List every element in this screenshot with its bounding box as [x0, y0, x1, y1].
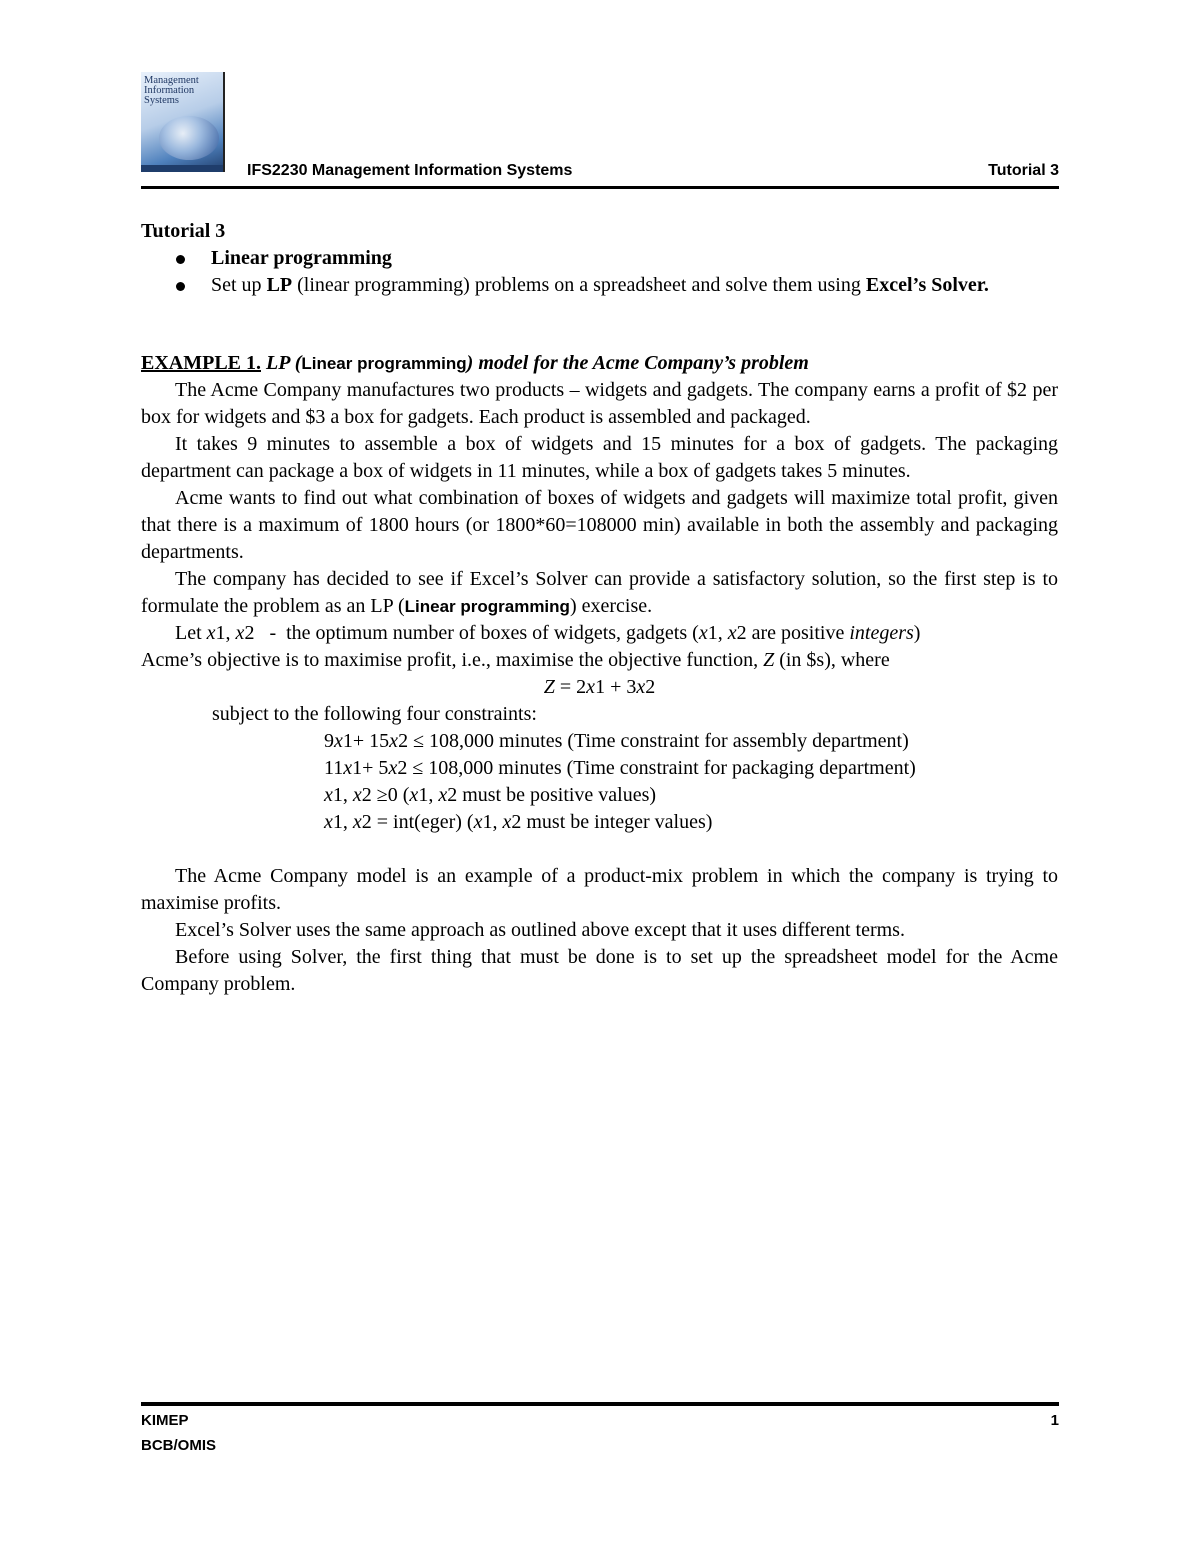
text-run: x	[334, 730, 343, 752]
text-run: 2 ≤ 108,000 minutes (Time constraint for packaging department)	[397, 757, 916, 779]
objective-formula	[141, 674, 1058, 701]
text-run: ) model for the Acme Company’s problem	[466, 352, 809, 374]
header-rule	[141, 186, 1059, 189]
paragraph-4	[141, 566, 1058, 620]
text-run: 2 ≥0 (	[361, 784, 410, 806]
text-run: Linear programming	[301, 354, 467, 373]
text-run: Acme’s objective is to maximise profit, i.e., maximise the objective function,	[141, 649, 764, 671]
text-run: Z	[763, 649, 775, 671]
text-run: 2 - the optimum number of boxes of widgets, gadgets (	[244, 622, 699, 644]
constraint-3	[141, 782, 1058, 809]
footer-rule	[141, 1402, 1059, 1406]
text-run: x	[324, 784, 333, 806]
list-item	[141, 272, 1058, 299]
logo-band	[141, 165, 223, 172]
text-run: Set up	[211, 273, 267, 296]
footer-department: BCB/OMIS	[141, 1437, 216, 1454]
text-run: 1+ 15	[342, 730, 390, 752]
text-run: x	[235, 622, 245, 644]
text-run: 2 = int(eger) (	[361, 811, 474, 833]
paragraph-3: Acme wants to find out what combination of boxes of widgets and gadgets will maximize total profit, given that there is a maximum of 1800 hours (or 1800*60=108000 min) available in both the assembly and packaging departments.	[141, 487, 1058, 563]
text-run: x	[586, 676, 596, 698]
paragraph-2: It takes 9 minutes to assemble a box of widgets and 15 minutes for a box of gadgets. The packaging department can package a box of widgets in 11 minutes, while a box of gadgets takes 5 minutes.	[141, 433, 1058, 482]
text-run: x	[352, 811, 362, 833]
text-run: x	[636, 676, 646, 698]
text-run: Let	[175, 622, 207, 644]
text-run: 1,	[707, 622, 728, 644]
paragraph-7: The Acme Company model is an example of a product-mix problem in which the company is trying to maximise profits.	[141, 865, 1058, 914]
text-run: 11	[324, 757, 344, 779]
text-run: x	[389, 730, 399, 752]
text-run: 9	[324, 730, 334, 752]
text-run: integers	[849, 622, 914, 644]
text-run: 1,	[332, 811, 353, 833]
text-run: x	[324, 811, 333, 833]
paragraph-8: Excel’s Solver uses the same approach as outlined above except that it uses different terms.	[175, 919, 905, 941]
list-item	[141, 245, 1058, 272]
text-run: 2 are positive	[736, 622, 850, 644]
page-title: Tutorial 3	[141, 220, 226, 242]
text-run: x	[438, 784, 448, 806]
text-run: 2 must be integer values)	[511, 811, 713, 833]
text-run: x	[502, 811, 512, 833]
paragraph-9: Before using Solver, the first thing that must be done is to set up the spreadsheet model for the Acme Company problem.	[141, 946, 1058, 995]
paragraph-5	[141, 620, 1058, 647]
topic-list	[141, 245, 1058, 298]
spacer	[141, 836, 1058, 863]
constraint-4	[141, 809, 1058, 836]
globe-graphic	[159, 116, 219, 160]
text-run: x	[206, 622, 216, 644]
text-run: 1 + 3	[595, 676, 637, 698]
text-run: x	[473, 811, 483, 833]
text-run: The company has decided to see if Excel’s Solver can provide a satisfactory solution, so the first step is to formulate the problem as an LP (	[141, 568, 1058, 617]
text-run: x	[343, 757, 353, 779]
text-run: ) exercise.	[569, 595, 653, 617]
text-run: LP	[266, 273, 293, 296]
text-run: = 2	[554, 676, 587, 698]
text-run: x	[388, 757, 398, 779]
page-number: 1	[1050, 1412, 1059, 1429]
text-run: 2 must be positive values)	[447, 784, 657, 806]
text-run: x	[352, 784, 362, 806]
page-content	[141, 218, 1058, 998]
constraint-2	[141, 755, 1058, 782]
text-run: 1,	[332, 784, 353, 806]
text-run: )	[913, 622, 921, 644]
example-number: EXAMPLE 1.	[141, 352, 261, 374]
text-run: 1,	[418, 784, 439, 806]
bullet1-text: Linear programming	[211, 247, 392, 269]
constraints-intro: subject to the following four constraints:	[212, 703, 537, 725]
text-run: 2 ≤ 108,000 minutes (Time constraint for assembly department)	[398, 730, 909, 752]
book-cover-logo	[141, 72, 225, 172]
text-run: 1+ 5	[352, 757, 389, 779]
text-run: Linear programming	[404, 597, 570, 616]
paragraph-6	[141, 647, 1058, 674]
text-run: 1,	[215, 622, 236, 644]
constraint-1	[141, 728, 1058, 755]
text-run: x	[727, 622, 737, 644]
footer-institution: KIMEP	[141, 1412, 189, 1429]
paragraph-1: The Acme Company manufactures two products – widgets and gadgets. The company earns a profit of $2 per box for widgets and $3 a box for gadgets. Each product is assembled and packaged.	[141, 379, 1058, 428]
text-run: LP (	[266, 352, 302, 374]
example-heading	[141, 350, 1058, 377]
text-run: x	[409, 784, 419, 806]
text-run: (linear programming) problems on a spreadsheet and solve them using	[292, 273, 866, 296]
text-run: Excel’s Solver.	[865, 273, 989, 296]
header-course-title: IFS2230 Management Information Systems	[247, 162, 573, 179]
text-run: x	[698, 622, 708, 644]
logo-text: Management Information Systems	[144, 75, 199, 106]
header-tutorial-label: Tutorial 3	[988, 162, 1059, 179]
text-run: 1,	[482, 811, 503, 833]
text-run: (in $s), where	[774, 649, 890, 671]
text-run: 2	[645, 676, 656, 698]
text-run: Z	[543, 676, 555, 698]
